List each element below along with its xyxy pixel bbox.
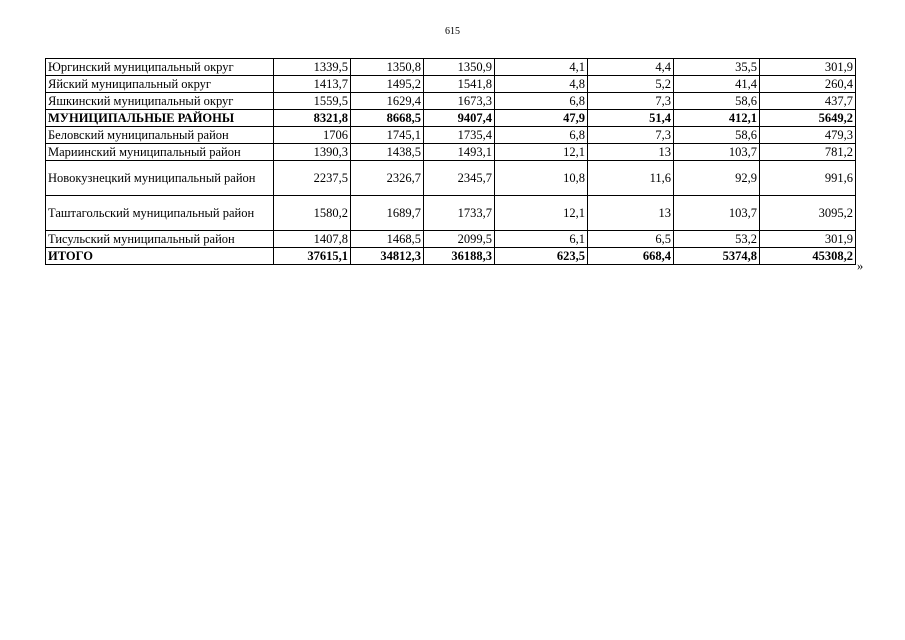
row-value: 9407,4 [424,110,495,127]
table-row [46,231,856,248]
row-value: 301,9 [760,231,856,248]
row-value: 5,2 [588,76,674,93]
table-row [46,93,856,110]
row-value: 5649,2 [760,110,856,127]
row-name: ИТОГО [46,248,274,265]
row-value: 2237,5 [274,161,351,196]
row-value: 6,8 [495,93,588,110]
row-value: 1495,2 [351,76,424,93]
table-row-total [46,248,856,265]
row-value: 13 [588,196,674,231]
row-value: 991,6 [760,161,856,196]
row-value: 45308,2 [760,248,856,265]
row-value: 12,1 [495,196,588,231]
row-name: Юргинский муниципальный округ [46,59,274,76]
row-value: 1468,5 [351,231,424,248]
table-row [46,196,856,231]
row-value: 623,5 [495,248,588,265]
row-value: 1580,2 [274,196,351,231]
row-value: 668,4 [588,248,674,265]
row-value: 8668,5 [351,110,424,127]
row-name: Яйский муниципальный округ [46,76,274,93]
row-value: 479,3 [760,127,856,144]
row-value: 58,6 [674,93,760,110]
row-value: 53,2 [674,231,760,248]
row-value: 34812,3 [351,248,424,265]
table-row-subtotal [46,110,856,127]
row-value: 1493,1 [424,144,495,161]
row-value: 1390,3 [274,144,351,161]
table-row [46,76,856,93]
row-value: 1629,4 [351,93,424,110]
row-value: 2326,7 [351,161,424,196]
row-value: 1689,7 [351,196,424,231]
table-row [46,59,856,76]
row-value: 13 [588,144,674,161]
closing-quote-mark: » [857,259,864,273]
row-value: 1673,3 [424,93,495,110]
row-value: 103,7 [674,144,760,161]
row-value: 1559,5 [274,93,351,110]
row-value: 4,8 [495,76,588,93]
row-value: 6,1 [495,231,588,248]
row-value: 5374,8 [674,248,760,265]
row-value: 1735,4 [424,127,495,144]
row-value: 8321,8 [274,110,351,127]
row-value: 7,3 [588,93,674,110]
row-value: 1745,1 [351,127,424,144]
row-name: Таштагольский муниципальный район [46,196,274,231]
row-value: 2099,5 [424,231,495,248]
row-name: МУНИЦИПАЛЬНЫЕ РАЙОНЫ [46,110,274,127]
row-name: Яшкинский муниципальный округ [46,93,274,110]
table-row [46,161,856,196]
row-value: 1350,8 [351,59,424,76]
row-value: 6,8 [495,127,588,144]
row-value: 58,6 [674,127,760,144]
row-value: 1541,8 [424,76,495,93]
row-value: 260,4 [760,76,856,93]
row-value: 3095,2 [760,196,856,231]
row-name: Беловский муниципальный район [46,127,274,144]
data-table [45,58,856,265]
row-value: 10,8 [495,161,588,196]
table-row [46,127,856,144]
row-value: 301,9 [760,59,856,76]
row-value: 12,1 [495,144,588,161]
row-value: 35,5 [674,59,760,76]
row-value: 11,6 [588,161,674,196]
row-value: 6,5 [588,231,674,248]
row-value: 781,2 [760,144,856,161]
row-name: Тисульский муниципальный район [46,231,274,248]
row-name: Новокузнецкий муниципальный район [46,161,274,196]
row-value: 437,7 [760,93,856,110]
row-value: 47,9 [495,110,588,127]
row-value: 4,1 [495,59,588,76]
row-value: 1350,9 [424,59,495,76]
row-value: 103,7 [674,196,760,231]
row-name: Мариинский муниципальный район [46,144,274,161]
row-value: 1413,7 [274,76,351,93]
row-value: 1438,5 [351,144,424,161]
page-number: 615 [445,26,460,37]
row-value: 7,3 [588,127,674,144]
row-value: 1407,8 [274,231,351,248]
row-value: 1339,5 [274,59,351,76]
row-value: 92,9 [674,161,760,196]
row-value: 51,4 [588,110,674,127]
row-value: 37615,1 [274,248,351,265]
table-row [46,144,856,161]
row-value: 1733,7 [424,196,495,231]
row-value: 36188,3 [424,248,495,265]
row-value: 2345,7 [424,161,495,196]
row-value: 4,4 [588,59,674,76]
row-value: 1706 [274,127,351,144]
row-value: 41,4 [674,76,760,93]
row-value: 412,1 [674,110,760,127]
